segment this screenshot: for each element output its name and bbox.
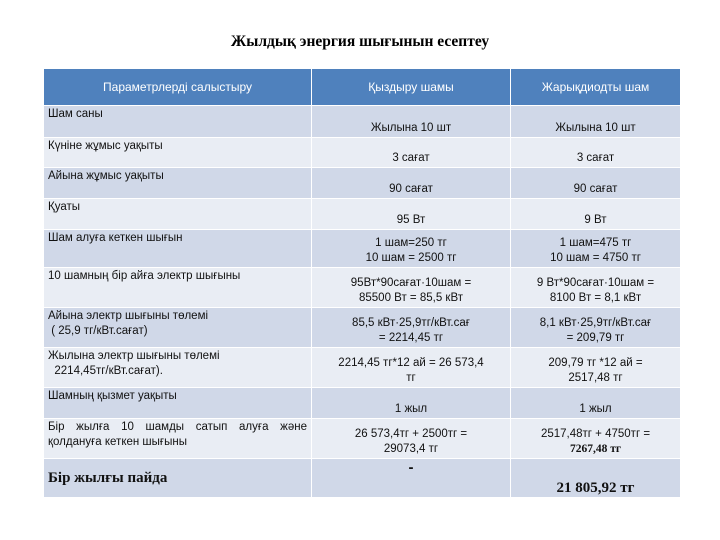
header-parameters: Параметрлерді салыстыру xyxy=(44,69,312,106)
table-row xyxy=(44,348,681,388)
table-row xyxy=(44,419,681,459)
profit-incandescent-value: - xyxy=(312,459,511,498)
table-row xyxy=(44,168,681,199)
row-incandescent-value: 1 жыл xyxy=(312,388,511,419)
row-param: Шам алуға кеткен шығын xyxy=(44,230,312,268)
row-param: Қуаты xyxy=(44,199,312,230)
row-param: Айына электр шығыны төлемі ( 25,9 тг/кВт.сағат) xyxy=(44,308,312,348)
row-incandescent-value: 90 сағат xyxy=(312,168,511,199)
row-led-value: 1 жыл xyxy=(511,388,681,419)
row-led-value: 9 Вт*90сағат·10шам = 8100 Вт = 8,1 кВт xyxy=(511,268,681,308)
row-led-value: 9 Вт xyxy=(511,199,681,230)
table-header-row xyxy=(44,69,681,106)
row-led-value: 8,1 кВт·25,9тг/кВт.сағ = 209,79 тг xyxy=(511,308,681,348)
row-param: Жылына электр шығыны төлемі 2214,45тг/кВт.сағат). xyxy=(44,348,312,388)
row-incandescent-value: 3 сағат xyxy=(312,138,511,168)
profit-label: Бір жылғы пайда xyxy=(44,459,312,498)
header-incandescent: Қыздыру шамы xyxy=(312,69,511,106)
row-param: 10 шамның бір айға электр шығыны xyxy=(44,268,312,308)
profit-row xyxy=(44,459,681,498)
row-param: Шамның қызмет уақыты xyxy=(44,388,312,419)
row-led-value: 209,79 тг *12 ай = 2517,48 тг xyxy=(511,348,681,388)
row-led-value: 1 шам=475 тг 10 шам = 4750 тг xyxy=(511,230,681,268)
row-incandescent-value: Жылына 10 шт xyxy=(312,106,511,138)
row-incandescent-value: 26 573,4тг + 2500тг = 29073,4 тг xyxy=(312,419,511,459)
table-row xyxy=(44,230,681,268)
row-led-value: 3 сағат xyxy=(511,138,681,168)
row-param: Бір жылға 10 шамды сатып алуға және қолдануға кеткен шығыны xyxy=(44,419,312,459)
row-led-value: 2517,48тг + 4750тг = 7267,48 тг xyxy=(511,419,681,459)
table-row xyxy=(44,268,681,308)
table-row xyxy=(44,199,681,230)
row-led-value: Жылына 10 шт xyxy=(511,106,681,138)
page-title: Жылдық энергия шығынын есептеу xyxy=(230,33,490,50)
row-param: Күніне жұмыс уақыты xyxy=(44,138,312,168)
row-led-value: 90 сағат xyxy=(511,168,681,199)
table-row xyxy=(44,388,681,419)
row-param: Айына жұмыс уақыты xyxy=(44,168,312,199)
row-incandescent-value: 95Вт*90сағат·10шам = 85500 Вт = 85,5 кВт xyxy=(312,268,511,308)
row-incandescent-value: 95 Вт xyxy=(312,199,511,230)
comparison-table xyxy=(43,68,681,498)
header-led: Жарықдиодты шам xyxy=(511,69,681,106)
row-incandescent-value: 85,5 кВт·25,9тг/кВт.сағ = 2214,45 тг xyxy=(312,308,511,348)
row-incandescent-value: 1 шам=250 тг 10 шам = 2500 тг xyxy=(312,230,511,268)
row-incandescent-value: 2214,45 тг*12 ай = 26 573,4 тг xyxy=(312,348,511,388)
row-param: Шам саны xyxy=(44,106,312,138)
table-row xyxy=(44,308,681,348)
table-row xyxy=(44,106,681,138)
table-row xyxy=(44,138,681,168)
profit-led-value: 21 805,92 тг xyxy=(511,459,681,498)
